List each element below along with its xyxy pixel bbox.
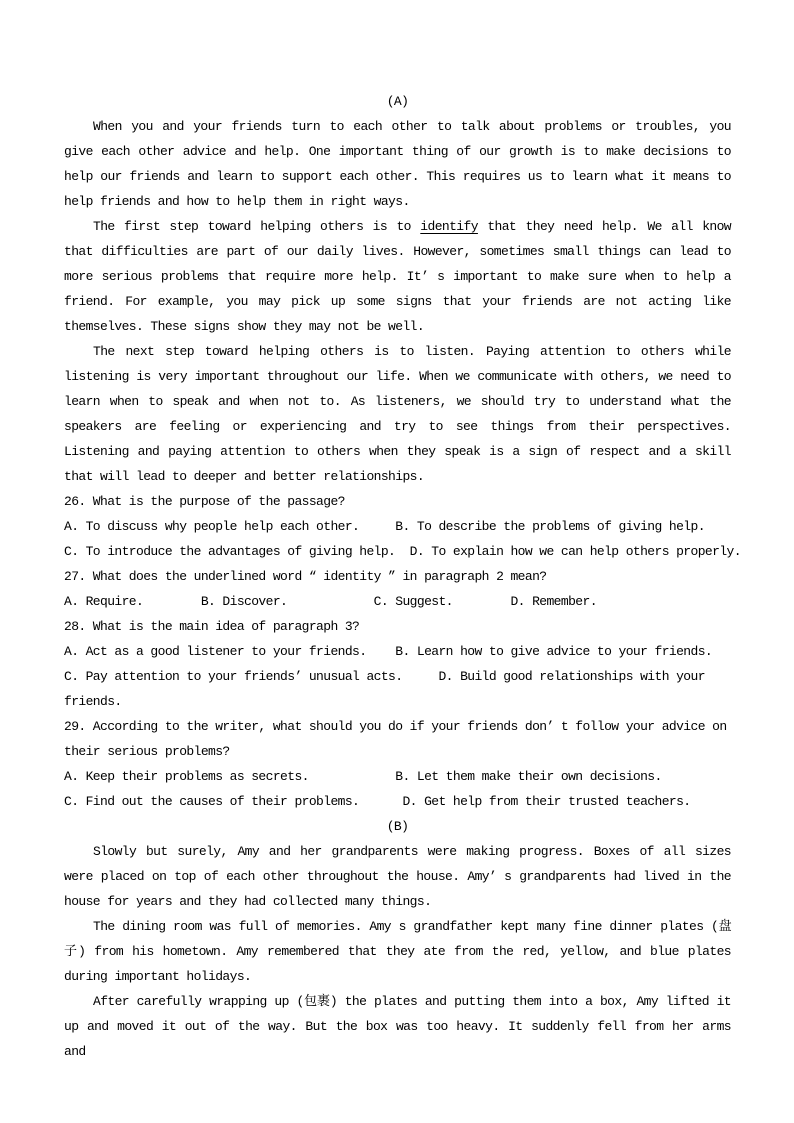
question-line: their serious problems? — [64, 744, 230, 759]
paragraph-text: that they need help. We all know that difficulties are part of our daily lives. However, sometimes small things can lead to more serious problems that require more help. It’ s important to make sure when to help a friend. For example, you may pick up some signs that your friends are not acting like themselves. These signs show they may not be well. — [64, 219, 731, 334]
underlined-word: identify — [420, 219, 478, 234]
option-line: C. Pay attention to your friends’ unusual acts. D. Build good relationships with your — [64, 669, 705, 684]
document-content — [64, 89, 741, 1064]
passage-paragraph: The next step toward helping others is to listen. Paying attention to others while listening is very important throughout our life. When we communicate with others, we need to learn when to speak and when not to. As listeners, we should try to understand what the speakers are feeling or experiencing and try to see things from their perspectives. Listening and paying attention to others when they speak is a sign of respect and a skill that will lead to deeper and better relationships. — [64, 344, 731, 484]
option-line: A. To discuss why people help each other. B. To describe the problems of giving help. — [64, 519, 705, 534]
section-label: (B) — [386, 819, 409, 834]
question-line: 28. What is the main idea of paragraph 3? — [64, 619, 360, 634]
paragraph-text: The first step toward helping others is to — [93, 219, 421, 234]
question-line: friends. — [64, 694, 122, 709]
question-line: 26. What is the purpose of the passage? — [64, 494, 345, 509]
question-line: 27. What does the underlined word “ identity ” in paragraph 2 mean? — [64, 569, 547, 584]
passage-paragraph — [64, 214, 731, 339]
option-line: C. Find out the causes of their problems. D. Get help from their trusted teachers. — [64, 794, 691, 809]
question-line: 29. According to the writer, what should you do if your friends don’ t follow your advice on — [64, 719, 727, 734]
option-line: A. Act as a good listener to your friends. B. Learn how to give advice to your friends. — [64, 644, 713, 659]
option-line: A. Require. B. Discover. C. Suggest. D. Remember. — [64, 594, 597, 609]
passage-paragraph: When you and your friends turn to each other to talk about problems or troubles, you give each other advice and help. One important thing of our growth is to make decisions to help our friends and learn to support each other. This requires us to learn what it means to help friends and how to help them in right ways. — [64, 119, 731, 209]
option-line: A. Keep their problems as secrets. B. Let them make their own decisions. — [64, 769, 662, 784]
passage-paragraph: The dining room was full of memories. Amy s grandfather kept many fine dinner plates (盘子) from his hometown. Amy remembered that they ate from the red, yellow, and blue plates during important holidays. — [64, 919, 731, 984]
passage-paragraph: Slowly but surely, Amy and her grandparents were making progress. Boxes of all sizes were placed on top of each other throughout the house. Amy’ s grandparents had lived in the house for years and they had collected many things. — [64, 844, 731, 909]
option-line: C. To introduce the advantages of giving help. D. To explain how we can help others properly. — [64, 544, 741, 559]
section-label: (A) — [386, 94, 409, 109]
passage-paragraph: After carefully wrapping up (包裹) the plates and putting them into a box, Amy lifted it up and moved it out of the way. But the box was too heavy. It suddenly fell from her arms and — [64, 994, 731, 1059]
